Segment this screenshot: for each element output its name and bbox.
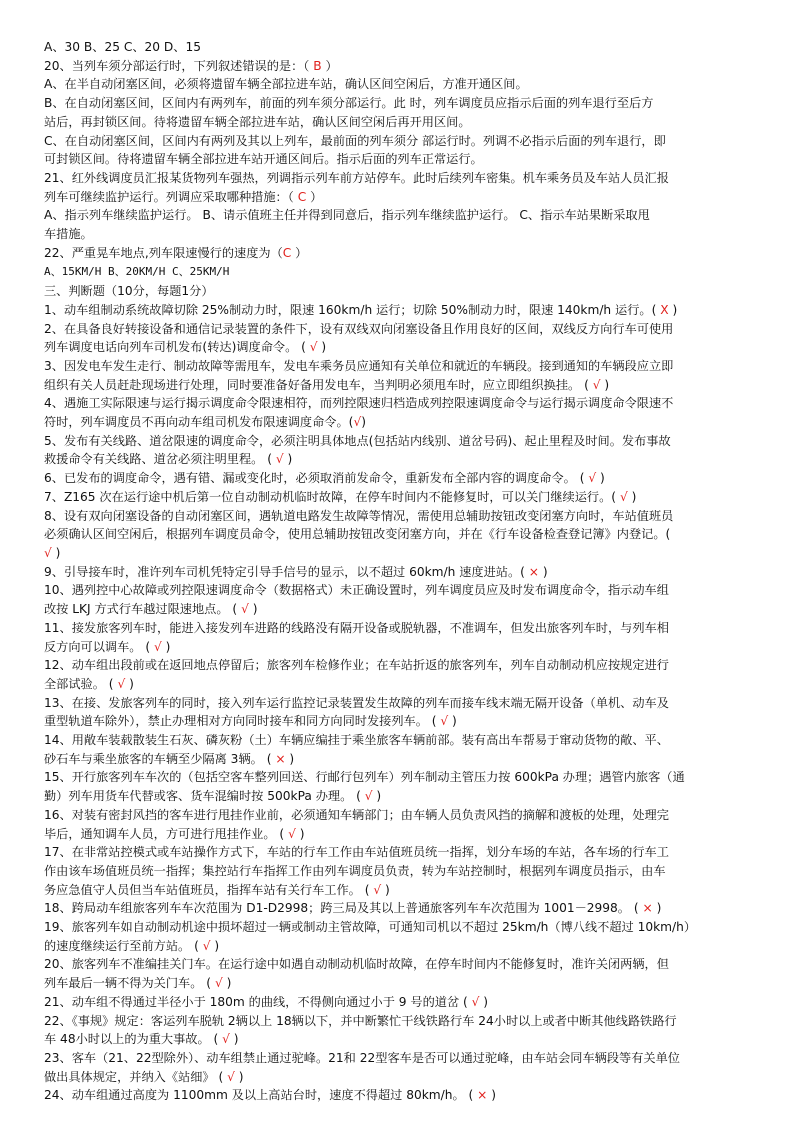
line-text: ) <box>539 564 548 579</box>
text-line <box>44 768 768 787</box>
line-text: 13、在接、发旅客列车的同时，接入列车运行监控记录装置发生故障的列车而接车线末端无隔开设备（单机、动车及 <box>44 695 669 710</box>
line-text: 可封锁区间。待将遗留车辆全部拉进车站开通区间后。指示后面的列车正常运行。 <box>44 152 483 167</box>
text-line <box>44 38 768 57</box>
answer-mark: √ <box>154 639 162 654</box>
text-line <box>44 638 768 657</box>
text-line <box>44 899 768 918</box>
text-line <box>44 225 768 244</box>
text-line <box>44 301 768 320</box>
line-text: 反方向可以调车。 ( <box>44 639 155 654</box>
line-text: 三、判断题（10分，每题1分） <box>44 284 214 299</box>
line-text: A、30 B、25 C、20 D、15 <box>44 40 201 54</box>
line-text: 必须确认区间空闲后，根据列车调度员命令，使用总辅助按钮改变闭塞方向，并在《行车设备检查登记簿》内登记。( <box>44 527 671 542</box>
line-text: 改按 LKJ 方式行车越过限速地点。 ( <box>44 602 242 617</box>
line-text: 务应急值守人员但当车站值班员，指挥车站有关行车工作。 ( <box>44 882 374 897</box>
line-text: A、在半自动闭塞区间，必须将遗留车辆全部拉进车站，确认区间空闲后，方准开通区间。 <box>44 77 528 92</box>
text-line <box>44 413 768 432</box>
line-text: 3、因发电车发生走行、制动故障等需甩车，发电车乘务员应通知有关单位和就近的车辆段。接到通知的车辆段应立即 <box>44 358 674 373</box>
text-line <box>44 432 768 451</box>
text-line <box>44 843 768 862</box>
line-text: 符时，列车调度员不再向动车组司机发布限速调度命令。( <box>44 415 354 430</box>
line-text: 16、对装有密封风挡的客车进行甩挂作业前，必须通知车辆部门；由车辆人员负责风挡的摘解和渡板的处理，处理完 <box>44 807 669 822</box>
text-line <box>44 338 768 357</box>
line-text: 20、当列车须分部运行时，下列叙述错误的是：（ <box>44 58 314 73</box>
line-text: 15、开行旅客列车车次的（包括空客车整列回送、行邮行包列车）列车制动主管压力按 600kPa 办理；遇管内旅客（通 <box>44 770 685 785</box>
line-text: A、15KM/H B、20KM/H C、25KM/H <box>44 265 230 279</box>
text-line <box>44 1049 768 1068</box>
answer-mark: × <box>275 751 286 766</box>
line-text: 车 48小时以上的为重大事故。 ( <box>44 1032 223 1047</box>
line-text: 21、红外线调度员汇报某货物列车强热，列调指示列车前方站停车。此时后续列车密集。机车乘务员及车站人员汇报 <box>44 170 669 185</box>
answer-mark: √ <box>117 676 126 691</box>
line-text: 列车最后一辆不得为关门车。 ( <box>44 976 215 991</box>
text-line <box>44 675 768 694</box>
line-text: 救援命令有关线路、道岔必须注明里程。 ( <box>44 452 276 467</box>
line-text: 8、设有双向闭塞设备的自动闭塞区间，遇轨道电路发生故障等情况，需使用总辅助按钮改变闭塞方向时，车站值班员 <box>44 508 674 523</box>
text-line <box>44 881 768 900</box>
answer-mark: √ <box>471 994 480 1009</box>
text-line <box>44 806 768 825</box>
line-text: ） <box>306 189 323 204</box>
answer-mark: √ <box>619 489 628 504</box>
text-line <box>44 581 768 600</box>
text-line <box>44 656 768 675</box>
line-text: ) <box>596 471 605 486</box>
line-text: 22、严重晃车地点,列车限速慢行的速度为（ <box>44 245 283 260</box>
line-text: ) <box>479 994 489 1009</box>
answer-mark: √ <box>309 340 318 355</box>
line-text: 5、发布有关线路、道岔限速的调度命令，必须注明具体地点(包括站内线别、道岔号码)、起止里程及时间。发布事故 <box>44 433 671 448</box>
text-line <box>44 619 768 638</box>
answer-mark: X <box>660 302 669 317</box>
line-text: 12、动车组出段前或在返回地点停留后；旅客列车检修作业；在车站折返的旅客列车，列车自动制动机应按规定进行 <box>44 658 669 673</box>
text-line <box>44 974 768 993</box>
text-line <box>44 563 768 582</box>
text-line <box>44 94 768 113</box>
answer-mark: √ <box>202 938 211 953</box>
text-line <box>44 507 768 526</box>
line-text: ) <box>210 938 220 953</box>
line-text: 17、在非常站控模式或车站操作方式下，车站的行车工作由车站值班员统一指挥，划分车场的车站，各车场的行车工 <box>44 845 669 860</box>
answer-mark: √ <box>592 377 601 392</box>
line-text: ) <box>161 639 171 654</box>
line-text: 20、旅客列车不准编挂关门车。在运行途中如遇自动制动机临时故障，在停车时间内不能修复时，准许关闭两辆，但 <box>44 957 669 972</box>
line-text: ） <box>321 58 338 73</box>
answer-mark: × <box>642 901 653 916</box>
line-text: ) <box>222 976 232 991</box>
text-line <box>44 169 768 188</box>
text-line <box>44 862 768 881</box>
text-line <box>44 188 768 207</box>
line-text: 毕后，通知调车人员，方可进行甩挂作业。 ( <box>44 826 289 841</box>
answer-mark: × <box>477 1088 488 1103</box>
answer-mark: √ <box>241 602 249 617</box>
text-line <box>44 993 768 1012</box>
line-text: 的速度继续运行至前方站。 ( <box>44 938 203 953</box>
line-text: 作由该车场值班员统一指挥；集控站行车指挥工作由列车调度员负责，转为车站控制时，根据列车调度员指示，由车 <box>44 863 666 878</box>
line-text: 7、Z165 次在运行途中机后第一位自动制动机临时故障，在停车时间内不能修复时，可以关门继续运行。( <box>44 489 620 504</box>
line-text: ) <box>372 789 382 804</box>
text-line <box>44 825 768 844</box>
text-line <box>44 320 768 339</box>
text-line <box>44 357 768 376</box>
line-text: ) <box>668 302 678 317</box>
answer-mark: √ <box>588 471 597 486</box>
line-text: 9、引导接车时，准许列车司机凭特定引导手信号的显示，以不超过 60km/h 速度进站。( <box>44 564 529 579</box>
text-line <box>44 525 768 544</box>
answer-mark: √ <box>373 882 382 897</box>
answer-mark: √ <box>353 415 362 430</box>
text-line <box>44 262 768 282</box>
text-line <box>44 731 768 750</box>
answer-mark: C <box>297 189 307 204</box>
answer-mark: √ <box>227 1069 235 1084</box>
line-text: 11、接发旅客列车时，能进入接发列车进路的线路没有隔开设备或脱轨器，不准调车，但发出旅客列车时，与列车相 <box>44 620 669 635</box>
answer-mark: √ <box>364 789 373 804</box>
answer-mark: √ <box>222 1032 230 1047</box>
line-text: ) <box>487 1088 497 1103</box>
line-text: 列车调度电话向列车司机发布(转达)调度命令。 ( <box>44 340 310 355</box>
line-text: ) <box>125 676 134 691</box>
line-text: ) <box>652 901 662 916</box>
line-text: ) <box>361 415 366 430</box>
text-line <box>44 450 768 469</box>
text-line <box>44 712 768 731</box>
line-text: ) <box>448 714 457 729</box>
answer-mark: B <box>313 58 322 73</box>
line-text: 6、已发布的调度命令，遇有错、漏或变化时，必须取消前发命令，重新发布全部内容的调度命令。 ( <box>44 471 589 486</box>
line-text: ) <box>295 826 305 841</box>
line-text: 21、动车组不得通过半径小于 180m 的曲线，不得侧向通过小于 9 号的道岔 ( <box>44 994 472 1009</box>
line-text: 19、旅客列车如自动制动机途中损坏超过一辆或制动主管故障，可通知司机以不超过 25km/h（博八线不超过 10km/h） <box>44 920 697 935</box>
line-text: ) <box>234 1069 244 1084</box>
line-text: ) <box>248 602 258 617</box>
line-text: 2、在具备良好转接设备和通信记录装置的条件下，设有双线双向闭塞设备且作用良好的区间，双线反方向行车可使用 <box>44 321 674 336</box>
text-line <box>44 132 768 151</box>
text-line <box>44 937 768 956</box>
line-text: ) <box>381 882 390 897</box>
line-text: 列车可继续监护运行。列调应采取哪种措施：（ <box>44 189 298 204</box>
line-text: 车措施。 <box>44 227 93 242</box>
text-line <box>44 282 768 301</box>
answer-mark: √ <box>440 714 449 729</box>
line-text: 22、《事规》规定：客运列车脱轨 2辆以上 18辆以下，并中断繁忙干线铁路行车 24小时以上或者中断其他线路铁路行 <box>44 1013 677 1028</box>
text-line <box>44 488 768 507</box>
text-line <box>44 1030 768 1049</box>
line-text: C、在自动闭塞区间，区间内有两列及其以上列车，最前面的列车须分 部运行时。列调不必指示后面的列车退行，即 <box>44 133 666 148</box>
line-text: ) <box>317 340 327 355</box>
line-text: 10、遇列控中心故障或列控限速调度命令（数据格式）未正确设置时，列车调度员应及时发布调度命令，指示动车组 <box>44 583 669 598</box>
line-text: A、指示列车继续监护运行。 B、请示值班主任并得到同意后，指示列车继续监护运行。 C、指示车站果断采取甩 <box>44 208 650 223</box>
text-line <box>44 694 768 713</box>
text-line <box>44 469 768 488</box>
line-text: ） <box>291 245 308 260</box>
text-line <box>44 544 768 563</box>
line-text: 4、遇施工实际限速与运行揭示调度命令限速相符，而列控限速归档造成列控限速调度命令与运行揭示调度命令限速不 <box>44 396 674 411</box>
line-text: 勤）列车用货车代替或客、货车混编时按 500kPa 办理。 ( <box>44 789 365 804</box>
text-line <box>44 376 768 395</box>
line-text: 14、用敞车装载散装生石灰、磷灰粉（土）车辆应编挂于乘坐旅客车辆前部。装有高出车帮易于窜动货物的敞、平、 <box>44 733 669 748</box>
line-text: 站后，再封锁区间。待将遗留车辆全部拉进车站，确认区间空闲后再开用区间。 <box>44 114 471 129</box>
answer-mark: C <box>282 245 292 260</box>
line-text: 组织有关人员赶赴现场进行处理，同时要准备好备用发电车，当判明必须甩车时，应立即组织换挂。 ( <box>44 377 593 392</box>
text-line <box>44 206 768 225</box>
line-text: ) <box>600 377 610 392</box>
answer-mark: × <box>528 564 539 579</box>
text-line <box>44 750 768 769</box>
document-page <box>44 38 768 1105</box>
text-line <box>44 600 768 619</box>
line-text: 做出具体规定，并纳入《站细》 ( <box>44 1069 228 1084</box>
answer-mark: √ <box>44 545 52 560</box>
line-text: ) <box>627 489 637 504</box>
text-line <box>44 57 768 76</box>
line-text: 24、动车组通过高度为 1100mm 及以上高站台时，速度不得超过 80km/h。 ( <box>44 1088 478 1103</box>
text-line <box>44 1086 768 1105</box>
text-line <box>44 1012 768 1031</box>
line-text: 全部试验。 ( <box>44 676 118 691</box>
text-line <box>44 955 768 974</box>
line-text: 18、跨局动车组旅客列车车次范围为 D1-D2998；跨三局及其以上普通旅客列车车次范围为 1001－2998。 ( <box>44 901 643 916</box>
line-text: B、在自动闭塞区间，区间内有两列车，前面的列车须分部运行。此 时，列车调度员应指示后面的列车退行至后方 <box>44 96 654 111</box>
line-text: ) <box>51 545 61 560</box>
line-text: ) <box>229 1032 239 1047</box>
text-line <box>44 150 768 169</box>
line-text: ) <box>283 452 293 467</box>
text-line <box>44 1068 768 1087</box>
line-text: ) <box>285 751 295 766</box>
answer-mark: √ <box>275 452 284 467</box>
text-line <box>44 75 768 94</box>
text-line <box>44 918 768 937</box>
line-text: 砂石车与乘坐旅客的车辆至少隔离 3辆。 ( <box>44 751 276 766</box>
line-text: 1、动车组制动系统故障切除 25%制动力时，限速 160km/h 运行；切除 50%制动力时，限速 140km/h 运行。( <box>44 302 661 317</box>
answer-mark: √ <box>214 976 223 991</box>
answer-mark: √ <box>288 826 296 841</box>
text-line <box>44 787 768 806</box>
line-text: 23、客车（21、22型除外）、动车组禁止通过驼峰。21和 22型客车是否可以通过驼峰，由车站会同车辆段等有关单位 <box>44 1050 680 1065</box>
text-line <box>44 113 768 132</box>
text-line <box>44 394 768 413</box>
text-line <box>44 244 768 263</box>
line-text: 重型轨道车除外），禁止办理相对方向同时接车和同方向同时发接列车。 ( <box>44 714 441 729</box>
